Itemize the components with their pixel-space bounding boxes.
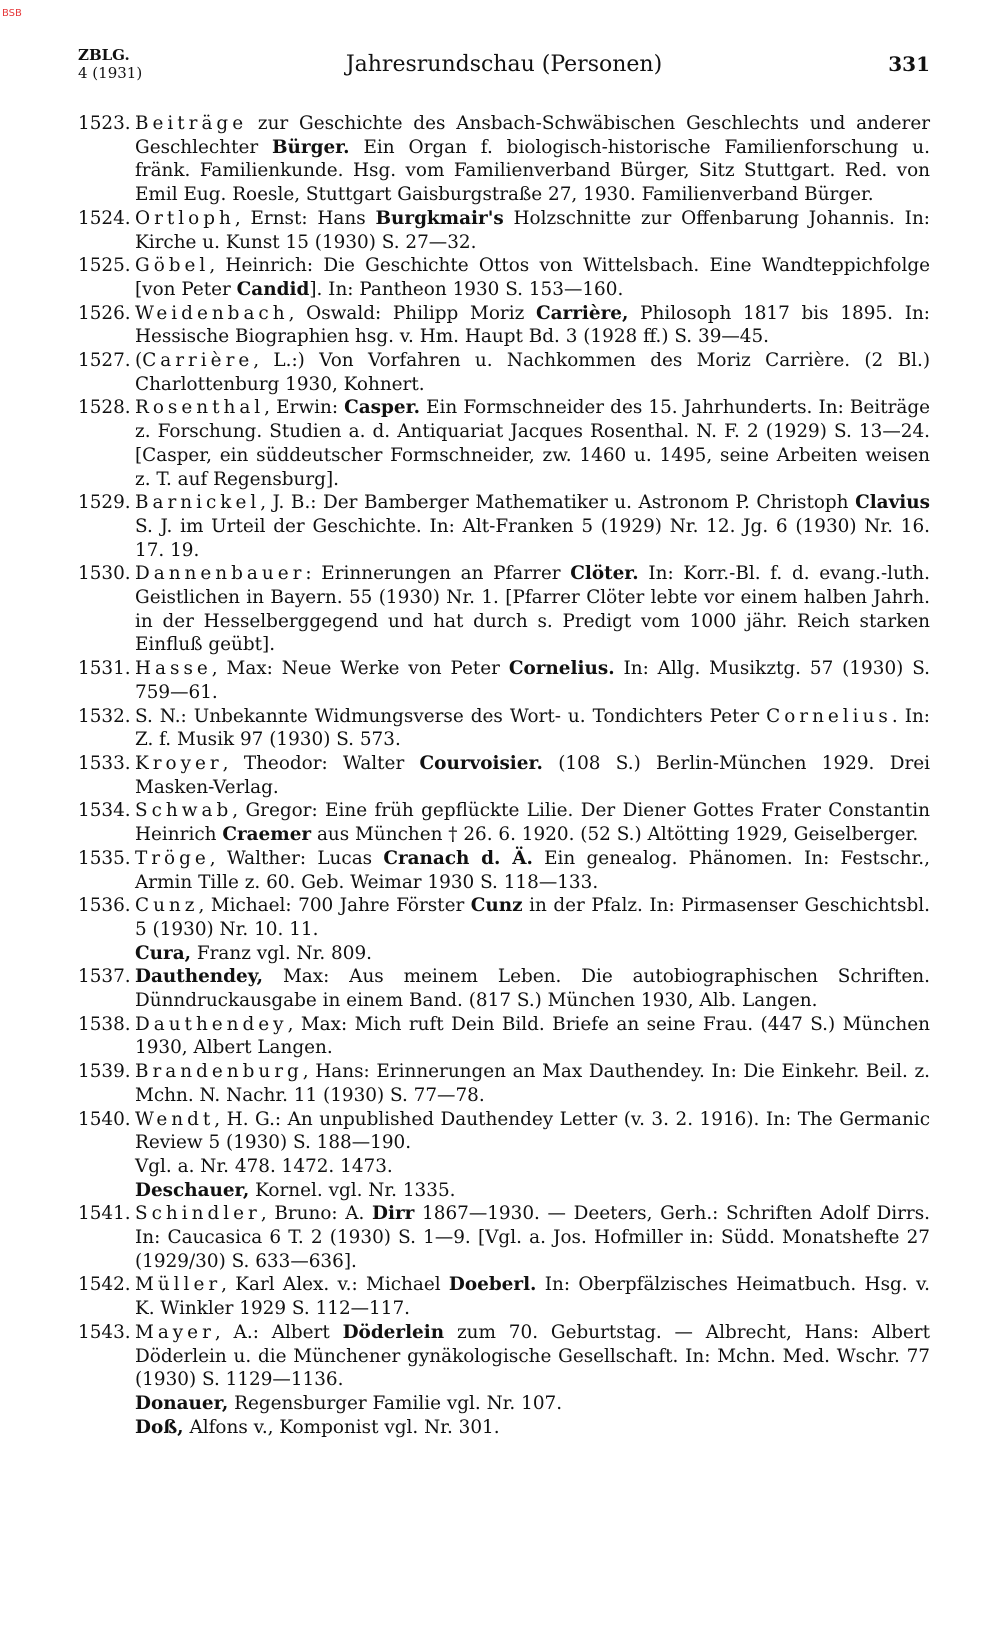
entry-author-name: Rosenthal (135, 397, 265, 419)
entry-subject-name: Cranach d. Ä. (383, 847, 533, 869)
bibliography-entry (78, 657, 930, 704)
bibliography-entry (78, 894, 930, 941)
entry-author-name: Brandenburg (135, 1061, 303, 1083)
entry-author-name: Ortloph (135, 207, 235, 229)
bibliography-entry (78, 1392, 930, 1416)
entry-subject-name: Doeberl. (448, 1274, 537, 1296)
bibliography-entry (78, 562, 930, 657)
bibliography-entry (78, 1416, 930, 1440)
entry-number: 1534. (78, 800, 131, 822)
entry-subject-name: Cura, (135, 942, 192, 964)
entry-text: In: Korr.-Bl. f. d. evang.-luth. Geistlichen in Bayern. 55 (1930) Nr. 1. [Pfarrer Clöter lebte vor einem halben Jahrh. in der Hesselberggegend und hat durch s. Predigt vom 1000 jähr. Reich starken Einfluß geübt]. (135, 563, 930, 656)
entry-author-name: Carrière (142, 350, 254, 372)
entry-text: , J. B.: Der Bamberger Mathematiker u. Astronom P. Christoph (260, 492, 856, 514)
entry-number: 1538. (78, 1013, 131, 1035)
entry-subject-name: Cornelius. (508, 658, 615, 680)
entry-author-name: Wendt (135, 1108, 215, 1130)
entry-subject-name: Bürger. (272, 136, 350, 158)
bibliography-entry (78, 965, 930, 1012)
entry-subject-name: Clöter. (570, 563, 639, 585)
entry-author-name: Schwab (135, 800, 233, 822)
entry-number: 1527. (78, 350, 131, 372)
entry-author-name: Hasse (135, 658, 212, 680)
page-title: Jahresrundschau (Personen) (345, 52, 663, 77)
bibliography-entry (78, 1108, 930, 1155)
entry-author-name: Cunz (135, 895, 199, 917)
entry-text: Ein Formschneider des 15. Jahrhunderts. In: Beiträge z. Forschung. Studien a. d. Antiquariat Jacques Rosenthal. N. F. 2 (1929) S. 13—24. [Casper, ein süddeutscher Formschneider, zw. 1460 u. 1495, seine Arbeiten weisen z. T. auf Regensburg]. (135, 397, 930, 490)
entry-text: (108 S.) Berlin-München 1929. Drei Masken-Verlag. (135, 752, 931, 798)
entry-author-name: Göbel (135, 255, 210, 277)
entry-number: 1529. (78, 492, 131, 514)
entry-text: , Oswald: Philipp Moriz (288, 302, 536, 324)
entry-author-name: Müller (135, 1274, 222, 1296)
bibliography-entry (78, 942, 930, 966)
entry-subject-name: Donauer, (135, 1392, 229, 1414)
entry-text: , Michael: 700 Jahre Förster (198, 895, 471, 917)
bibliography-entry (78, 112, 930, 207)
bibliography-entry (78, 207, 930, 254)
entry-subject-name: Clavius (855, 492, 930, 514)
bibliography-entry (78, 1202, 930, 1273)
entry-subject-name: Candid (236, 278, 310, 300)
entry-subject-name: Burgkmair's (375, 207, 504, 229)
bibliography-entry (78, 847, 930, 894)
entry-number: 1523. (78, 113, 131, 134)
entry-number: 1535. (78, 847, 131, 869)
entry-text: S. J. im Urteil der Geschichte. In: Alt-Franken 5 (1929) Nr. 12. Jg. 6 (1930) Nr. 16. 17. 19. (135, 515, 930, 561)
entry-text: ( (135, 350, 143, 372)
entry-number: 1528. (78, 397, 131, 419)
entry-subject-name: Deschauer, (135, 1179, 250, 1201)
entry-text: Ein genealog. Phänomen. In: Festschr., Armin Tille z. 60. Geb. Weimar 1930 S. 118—133. (135, 847, 930, 893)
entry-text: aus München † 26. 6. 1920. (52 S.) Altötting 1929, Geiselberger. (311, 824, 919, 846)
bibliography-entry (78, 1155, 930, 1179)
entry-text: , H. G.: An unpublished Dauthendey Letter (v. 3. 2. 1916). In: The Germanic Review 5 (1930) S. 188—190. (135, 1108, 930, 1154)
entry-author-name: Cornelius (766, 705, 892, 727)
entry-number: 1542. (78, 1274, 131, 1296)
entry-author-name: Mayer (135, 1321, 215, 1343)
bibliography-entry (78, 799, 930, 846)
entry-text: In: Oberpfälzisches Heimatbuch. Hsg. v. K. Winkler 1929 S. 112—117. (135, 1274, 930, 1320)
entry-author-name: Weidenbach (135, 302, 289, 324)
entry-subject-name: Courvoisier. (419, 752, 543, 774)
entry-text: S. N.: Unbekannte Widmungsverse des Wort- u. Tondichters Peter (135, 705, 767, 727)
entry-number: 1525. (78, 255, 131, 277)
bibliography-list (78, 112, 930, 1439)
entry-author-name: Dannenbauer (135, 563, 306, 585)
entry-subject-name: Doß, (135, 1416, 184, 1438)
entry-text: , Max: Neue Werke von Peter (211, 658, 509, 680)
entry-text: , Karl Alex. v.: Michael (221, 1274, 449, 1296)
entry-author-name: Tröge (135, 847, 210, 869)
entry-author-name: Beiträge (135, 113, 248, 134)
entry-text: , A.: Albert (214, 1321, 343, 1343)
bibliography-entry (78, 1321, 930, 1392)
entry-number: 1540. (78, 1108, 131, 1130)
entry-text: Kornel. vgl. Nr. 1335. (249, 1179, 456, 1201)
entry-text: , Gregor: Eine früh gepflückte Lilie. Der Diener Gottes Frater Constantin Heinrich (135, 800, 930, 846)
bibliography-entry (78, 1179, 930, 1203)
entry-subject-name: Döderlein (342, 1321, 445, 1343)
entry-text: , Bruno: A. (260, 1203, 373, 1225)
watermark-logo: BSB (2, 8, 22, 19)
entry-text: Alfons v., Komponist vgl. Nr. 301. (183, 1416, 500, 1438)
entry-subject-name: Dauthendey, (135, 966, 264, 988)
entry-text: ]. In: Pantheon 1930 S. 153—160. (309, 278, 624, 300)
entry-author-name: Schindler (135, 1203, 261, 1225)
bibliography-entry (78, 491, 930, 562)
entry-subject-name: Cunz (470, 895, 523, 917)
entry-author-name: Barnickel (135, 492, 261, 514)
bibliography-entry (78, 1273, 930, 1320)
entry-number: 1533. (78, 752, 131, 774)
entry-number: 1524. (78, 207, 131, 229)
entry-author-name: Kroyer (135, 752, 223, 774)
entry-text: Franz vgl. Nr. 809. (191, 942, 373, 964)
entry-text: , Erwin: (264, 397, 345, 419)
entry-text: , Walther: Lucas (209, 847, 384, 869)
entry-number: 1532. (78, 705, 131, 727)
entry-text: Ein Organ f. biologisch-historische Familienforschung u. fränk. Familienkunde. Hsg. vom Familienverband Bürger, Sitz Stuttgart. Red. von Emil Eug. Roesle, Stuttgart Gaisburgstraße 27, 1930. Familienverband Bürger. (135, 136, 930, 206)
page-header (78, 46, 930, 90)
entry-subject-name: Carrière, (536, 302, 629, 324)
entry-number: 1541. (78, 1203, 131, 1225)
entry-text: zum 70. Geburtstag. — Albrecht, Hans: Albert Döderlein u. die Münchener gynäkologische Gesellschaft. In: Mchn. Med. Wschr. 77 (1930) S. 1129—1136. (135, 1321, 930, 1391)
entry-subject-name: Casper. (344, 397, 420, 419)
entry-text: , Heinrich: Die Geschichte Ottos von Wittelsbach. Eine Wandteppichfolge [von Peter (135, 255, 930, 300)
entry-text: : Erinnerungen an Pfarrer (305, 563, 571, 585)
entry-number: 1537. (78, 966, 131, 988)
bibliography-entry (78, 1060, 930, 1107)
bibliography-entry (78, 254, 930, 301)
bibliography-entry (78, 396, 930, 491)
entry-number: 1539. (78, 1061, 131, 1083)
bibliography-entry (78, 752, 930, 799)
entry-text: , Hans: Erinnerungen an Max Dauthendey. In: Die Einkehr. Beil. z. Mchn. N. Nachr. 11 (1930) S. 77—78. (135, 1061, 930, 1106)
entry-number: 1536. (78, 895, 131, 917)
bibliography-entry (78, 705, 930, 752)
entry-subject-name: Craemer (222, 824, 312, 846)
entry-text: , Max: Mich ruft Dein Bild. Briefe an seine Frau. (447 S.) München 1930, Albert Langen. (135, 1013, 930, 1059)
entry-number: 1526. (78, 302, 131, 324)
entry-text: In: Allg. Musikztg. 57 (1930) S. 759—61. (135, 658, 930, 703)
entry-text: 1867—1930. — Deeters, Gerh.: Schriften Adolf Dirrs. In: Caucasica 6 T. 2 (1930) S. 1—9. [Vgl. a. Jos. Hofmiller in: Südd. Monatshefte 27 (1929/30) S. 633—636]. (135, 1203, 930, 1272)
bibliography-entry (78, 1013, 930, 1060)
bibliography-entry (78, 349, 930, 396)
entry-text: Holzschnitte zur Offenbarung Johannis. In: Kirche u. Kunst 15 (1930) S. 27—32. (135, 207, 930, 253)
journal-volume: 4 (1931) (78, 64, 143, 82)
bibliography-entry (78, 302, 930, 349)
entry-text: , Theodor: Walter (222, 752, 420, 774)
entry-text: zur Geschichte des Ansbach-Schwäbischen Geschlechts und anderer Geschlechter (135, 113, 930, 158)
entry-number: 1530. (78, 563, 131, 585)
entry-text: . In: Z. f. Musik 97 (1930) S. 573. (135, 705, 931, 751)
entry-text: Regensburger Familie vgl. Nr. 107. (228, 1392, 563, 1414)
entry-author-name: Dauthendey (135, 1013, 288, 1035)
entry-text: in der Pfalz. In: Pirmasenser Geschichtsbl. 5 (1930) Nr. 10. 11. (135, 895, 930, 940)
page-number: 331 (888, 52, 930, 76)
entry-number: 1531. (78, 658, 131, 680)
entry-text: Vgl. a. Nr. 478. 1472. 1473. (135, 1155, 393, 1177)
entry-number: 1543. (78, 1321, 131, 1343)
entry-text: Max: Aus meinem Leben. Die autobiographischen Schriften. Dünndruckausgabe in einem Band. (817 S.) München 1930, Alb. Langen. (135, 966, 930, 1012)
entry-text: Philosoph 1817 bis 1895. In: Hessische Biographien hsg. v. Hm. Haupt Bd. 3 (1928 ff.) S. 39—45. (135, 302, 930, 348)
entry-text: , Ernst: Hans (234, 207, 376, 229)
entry-subject-name: Dirr (372, 1203, 415, 1225)
journal-abbrev: ZBLG. (78, 46, 130, 64)
entry-text: , L.:) Von Vorfahren u. Nachkommen des Moriz Carrière. (2 Bl.) Charlottenburg 1930, Kohnert. (135, 350, 930, 395)
